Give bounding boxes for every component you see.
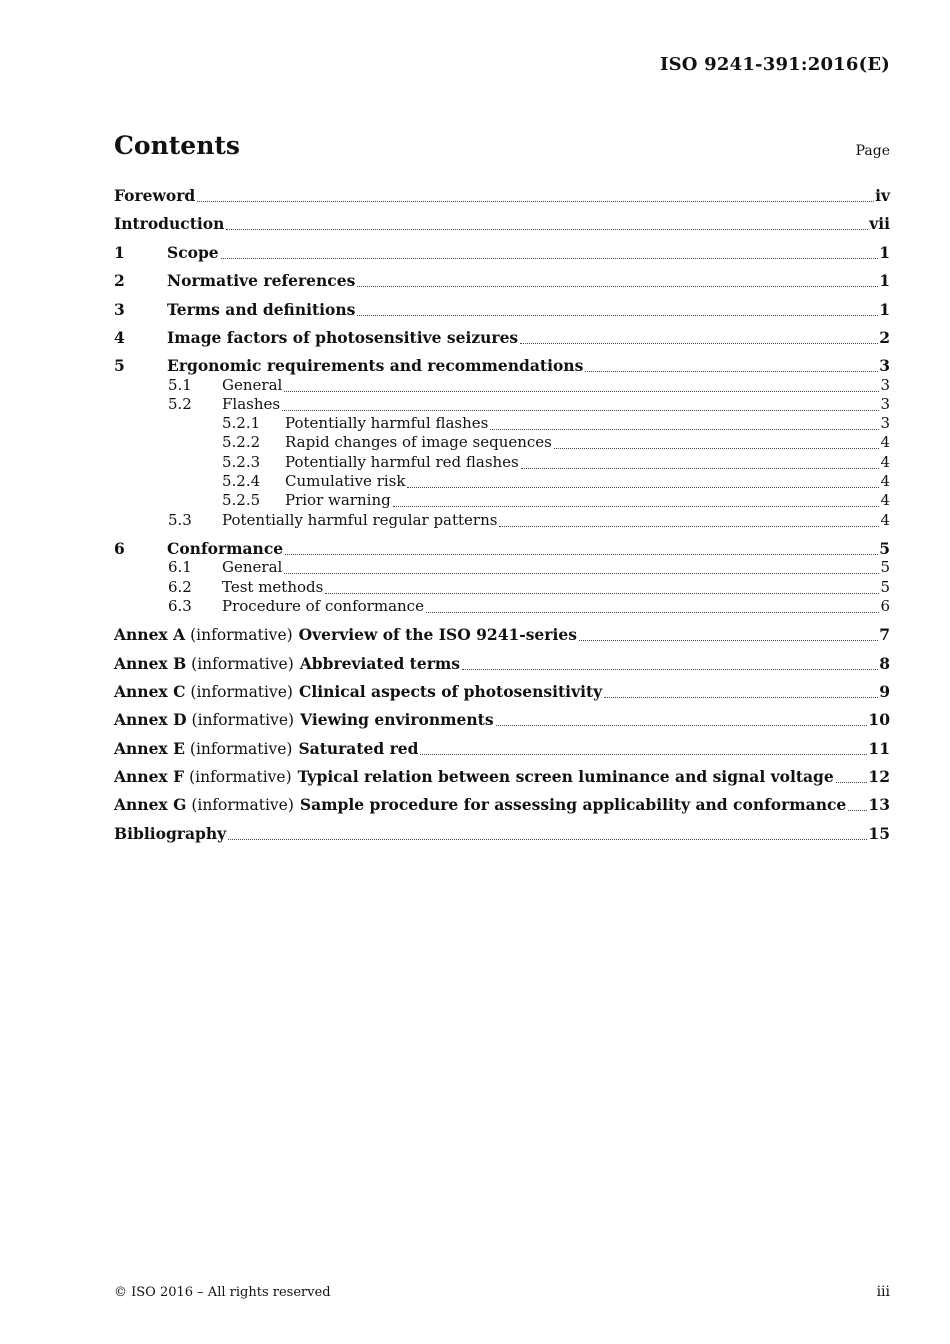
toc-entry-title: Saturated red	[298, 739, 419, 758]
toc-entry-page: 7	[879, 625, 890, 644]
toc-entry[interactable]	[114, 625, 890, 645]
toc-entry[interactable]	[114, 300, 890, 320]
toc-entry[interactable]	[114, 739, 890, 759]
toc-annex-label: Annex B	[114, 654, 187, 673]
toc-entry-number: 5.2.5	[222, 491, 261, 509]
toc-entry[interactable]	[114, 214, 890, 234]
toc-leader-dots	[579, 639, 878, 641]
toc-entry-page: 4	[880, 433, 890, 451]
toc-leader-dots	[585, 370, 878, 372]
toc-entry-number: 2	[114, 271, 125, 290]
toc-entry-page: 5	[879, 539, 890, 558]
toc-entry[interactable]	[114, 511, 890, 531]
toc-entry-page: 10	[868, 710, 890, 729]
toc-annex-type: (informative)	[189, 768, 292, 786]
toc-entry[interactable]	[114, 767, 890, 787]
footer-copyright: © ISO 2016 – All rights reserved	[114, 1285, 331, 1300]
toc-entry[interactable]	[114, 395, 890, 415]
toc-entry-page: 5	[880, 558, 890, 576]
toc-leader-dots	[221, 257, 879, 259]
toc-leader-dots	[420, 753, 867, 755]
toc-leader-dots	[499, 525, 879, 527]
toc-entry-page: 3	[880, 395, 890, 413]
toc-entry-page: 1	[879, 243, 890, 262]
toc-entry[interactable]	[114, 376, 890, 396]
toc-entry-title: Cumulative risk	[285, 472, 406, 490]
toc-annex-label: Annex D	[114, 710, 187, 729]
toc-entry-title: Sample procedure for assessing applicability and conformance	[299, 795, 847, 814]
toc-annex-label: Annex E	[114, 739, 185, 758]
toc-annex-type: (informative)	[190, 683, 293, 701]
toc-leader-dots	[848, 809, 867, 811]
toc-entry-page: 1	[879, 300, 890, 319]
toc-entry-page: 9	[879, 682, 890, 701]
toc-entry-page: 13	[868, 795, 890, 814]
toc-entry[interactable]	[114, 795, 890, 815]
toc-entry-title: Bibliography	[114, 824, 227, 843]
toc-entry-page: 4	[880, 453, 890, 471]
toc-entry[interactable]	[114, 539, 890, 559]
toc-entry-number: 5.2.4	[222, 472, 261, 490]
toc-leader-dots	[520, 342, 878, 344]
toc-entry-title: Prior warning	[285, 491, 391, 509]
toc-entry-number: 5.2.2	[222, 433, 261, 451]
toc-entry-page: 4	[880, 472, 890, 490]
footer-page-number: iii	[876, 1284, 890, 1300]
toc-entry-title: Abbreviated terms	[299, 654, 460, 673]
toc-entry[interactable]	[114, 682, 890, 702]
contents-title: Contents	[114, 131, 241, 160]
toc-leader-dots	[521, 467, 880, 469]
toc-entry[interactable]	[114, 328, 890, 348]
toc-entry-title: Normative references	[167, 271, 356, 290]
toc-leader-dots	[554, 447, 880, 449]
toc-entry-title: Scope	[167, 243, 219, 262]
toc-entry-number: 6	[114, 539, 125, 558]
toc-leader-dots	[285, 553, 878, 555]
toc-entry-number: 4	[114, 328, 125, 347]
toc-entry-page: 11	[868, 739, 890, 758]
toc-entry-page: 15	[868, 824, 890, 843]
toc-leader-dots	[462, 668, 878, 670]
toc-entry-number: 3	[114, 300, 125, 319]
toc-entry-title: Image factors of photosensitive seizures	[167, 328, 519, 347]
toc-entry-number: 6.1	[168, 558, 192, 576]
toc-entry-page: 4	[880, 491, 890, 509]
toc-entry-title: Typical relation between screen luminance and signal voltage	[297, 767, 834, 786]
toc-entry[interactable]	[114, 578, 890, 598]
toc-annex-label: Annex A	[114, 625, 186, 644]
toc-entry[interactable]	[114, 356, 890, 376]
toc-entry-title: Rapid changes of image sequences	[285, 433, 552, 451]
toc-entry-title: Ergonomic requirements and recommendations	[167, 356, 584, 375]
toc-entry-page: 3	[879, 356, 890, 375]
toc-leader-dots	[393, 505, 880, 507]
toc-leader-dots	[836, 781, 868, 783]
toc-entry[interactable]	[114, 433, 890, 453]
toc-entry-page: vii	[869, 214, 890, 233]
toc-annex-type: (informative)	[191, 796, 294, 814]
toc-leader-dots	[197, 200, 874, 202]
toc-entry-number: 1	[114, 243, 125, 262]
toc-entry-title: Introduction	[114, 214, 225, 233]
document-id: ISO 9241-391:2016(E)	[659, 54, 890, 75]
toc-entry-number: 5.3	[168, 511, 192, 529]
toc-entry-title: Viewing environments	[300, 710, 494, 729]
toc-annex-type: (informative)	[191, 655, 294, 673]
toc-entry-title: Potentially harmful flashes	[285, 414, 489, 432]
toc-entry-title: Overview of the ISO 9241-series	[298, 625, 577, 644]
toc-annex-type: (informative)	[191, 711, 295, 729]
toc-entry[interactable]	[114, 558, 890, 578]
toc-entry-title: General	[222, 558, 283, 576]
toc-entry-title: Procedure of conformance	[222, 597, 424, 615]
toc-leader-dots	[357, 285, 878, 287]
page-column-label: Page	[855, 143, 890, 159]
toc-entry-number: 5.1	[168, 376, 192, 394]
toc-leader-dots	[284, 390, 879, 392]
toc-entry[interactable]	[114, 654, 890, 674]
toc-entry-title: Potentially harmful regular patterns	[222, 511, 498, 529]
toc-leader-dots	[604, 696, 878, 698]
toc-leader-dots	[357, 314, 878, 316]
toc-leader-dots	[228, 838, 867, 840]
toc-entry[interactable]	[114, 243, 890, 263]
toc-entry[interactable]	[114, 597, 890, 617]
toc-entry-title: Conformance	[167, 539, 284, 558]
toc-entry-page: 4	[880, 511, 890, 529]
toc-entry-title: Terms and definitions	[167, 300, 356, 319]
toc-entry-number: 6.2	[168, 578, 192, 596]
toc-entry-title: General	[222, 376, 283, 394]
toc-entry-page: 6	[880, 597, 890, 615]
toc-entry[interactable]	[114, 414, 890, 434]
toc-entry-title: Clinical aspects of photosensitivity	[298, 682, 603, 701]
toc-entry-page: 3	[880, 414, 890, 432]
toc-leader-dots	[282, 409, 879, 411]
toc-leader-dots	[496, 724, 868, 726]
toc-entry-number: 5.2.3	[222, 453, 261, 471]
toc-entry[interactable]	[114, 491, 890, 511]
toc-entry[interactable]	[114, 710, 890, 730]
toc-leader-dots	[226, 228, 868, 230]
toc-annex-type: (informative)	[190, 626, 293, 644]
toc-entry-page: 3	[880, 376, 890, 394]
toc-entry[interactable]	[114, 186, 890, 206]
toc-annex-type: (informative)	[189, 740, 293, 758]
toc-entry-number: 5.2.1	[222, 414, 261, 432]
toc-entry[interactable]	[114, 271, 890, 291]
toc-entry-title: Foreword	[114, 186, 196, 205]
toc-annex-label: Annex G	[114, 795, 187, 814]
toc-leader-dots	[325, 592, 879, 594]
toc-entry-page: 8	[879, 654, 890, 673]
toc-annex-label: Annex F	[114, 767, 185, 786]
toc-entry-page: 2	[879, 328, 890, 347]
toc-entry-page: iv	[875, 186, 890, 205]
toc-entry-page: 1	[879, 271, 890, 290]
toc-entry[interactable]	[114, 472, 890, 492]
toc-entry-title: Flashes	[222, 395, 281, 413]
toc-entry-title: Test methods	[222, 578, 324, 596]
toc-entry-page: 5	[880, 578, 890, 596]
toc-leader-dots	[284, 572, 879, 574]
toc-leader-dots	[426, 611, 880, 613]
toc-entry-number: 5	[114, 356, 125, 375]
toc-leader-dots	[490, 428, 879, 430]
toc-entry-title: Potentially harmful red flashes	[285, 453, 519, 471]
toc-entry[interactable]	[114, 824, 890, 844]
toc-entry-number: 5.2	[168, 395, 192, 413]
toc-entry[interactable]	[114, 453, 890, 473]
toc-entry-page: 12	[868, 767, 890, 786]
toc-annex-label: Annex C	[114, 682, 186, 701]
toc-entry-number: 6.3	[168, 597, 192, 615]
toc-leader-dots	[407, 486, 879, 488]
